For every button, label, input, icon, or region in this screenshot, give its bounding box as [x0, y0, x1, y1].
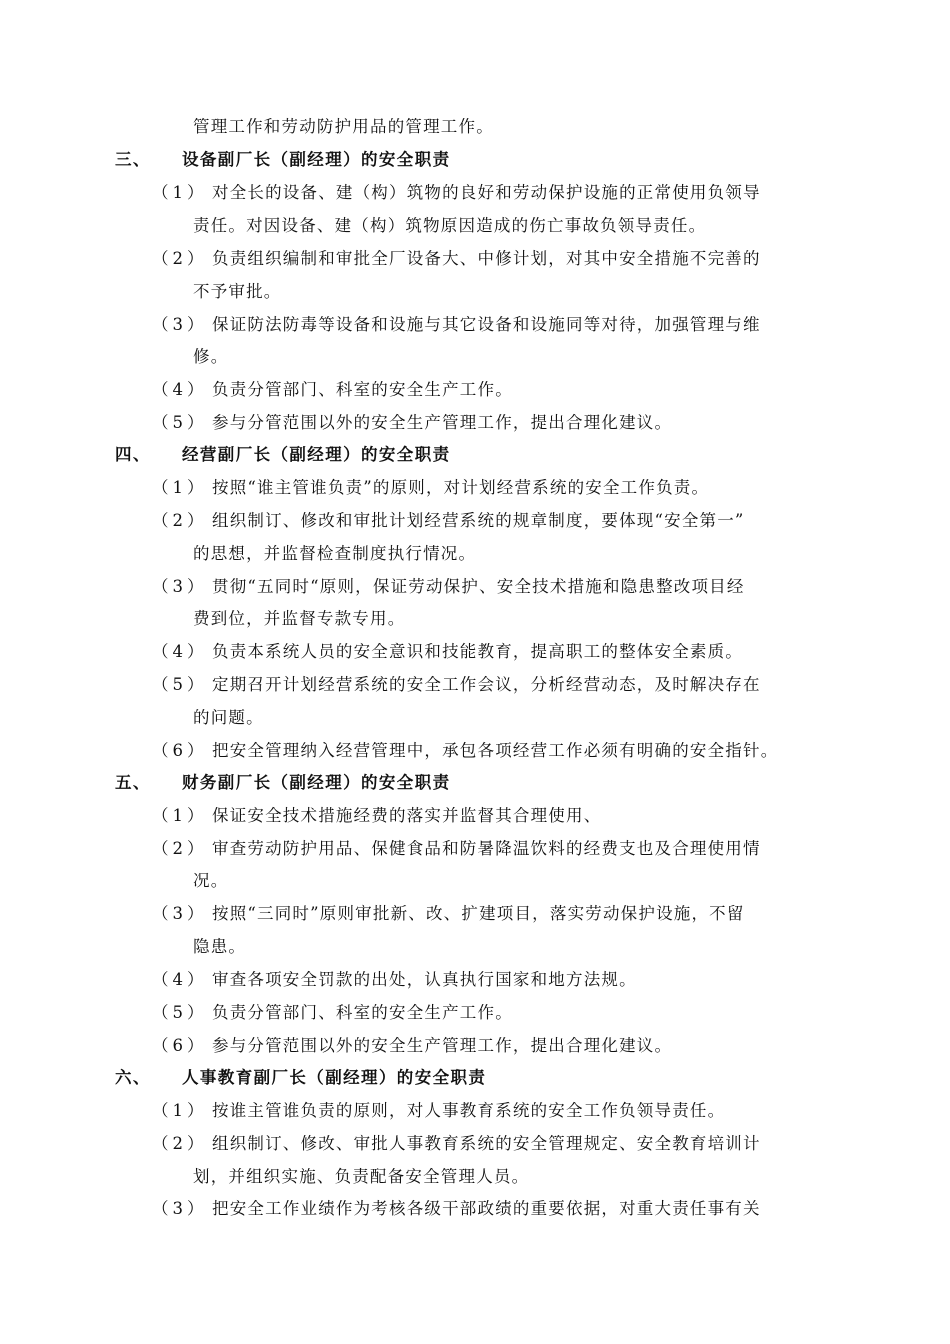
item-text: 负责分管部门、科室的安全生产工作。 — [212, 1003, 513, 1022]
section-title: 财务副厂长（副经理）的安全职责 — [182, 773, 451, 792]
item-continuation: 费到位，并监督专款专用。 — [193, 609, 406, 628]
item-text: 定期召开计划经营系统的安全工作会议，分析经营动态，及时解决存在 — [212, 675, 761, 694]
section-title: 经营副厂长（副经理）的安全职责 — [182, 445, 451, 464]
item-text: 组织制订、修改和审批计划经营系统的规章制度，要体现“安全第一” — [212, 511, 745, 530]
section-number: 三、 — [115, 150, 151, 169]
item-text: 参与分管范围以外的安全生产管理工作，提出合理化建议。 — [212, 413, 673, 432]
item-text: 保证防法防毒等设备和设施与其它设备和设施同等对待，加强管理与维 — [212, 315, 761, 334]
item-text: 把安全工作业绩作为考核各级干部政绩的重要依据，对重大责任事有关 — [212, 1199, 761, 1218]
item-text: 组织制订、修改、审批人事教育系统的安全管理规定、安全教育培训计 — [212, 1134, 761, 1153]
item-number: （4） — [152, 380, 208, 399]
item-text: 审查劳动防护用品、保健食品和防暑降温饮料的经费支也及合理使用情 — [212, 839, 761, 858]
item-number: （5） — [152, 675, 208, 694]
section-number: 五、 — [115, 773, 151, 792]
item-text: 贯彻“五同时“原则，保证劳动保护、安全技术措施和隐患整改项目经 — [212, 577, 745, 596]
item-text: 把安全管理纳入经营管理中，承包各项经营工作必须有明确的安全指针。 — [212, 741, 779, 760]
item-number: （2） — [152, 1134, 208, 1153]
item-continuation: 修。 — [193, 347, 229, 366]
item-number: （6） — [152, 1036, 208, 1055]
section-title: 设备副厂长（副经理）的安全职责 — [182, 150, 451, 169]
item-continuation: 隐患。 — [193, 937, 247, 956]
item-number: （3） — [152, 315, 208, 334]
item-number: （2） — [152, 249, 208, 268]
item-number: （5） — [152, 1003, 208, 1022]
item-number: （2） — [152, 839, 208, 858]
item-continuation: 的思想，并监督检查制度执行情况。 — [193, 544, 477, 563]
item-text: 按谁主管谁负责的原则，对人事教育系统的安全工作负领导责任。 — [212, 1101, 726, 1120]
item-continuation: 划，并组织实施、负责配备安全管理人员。 — [193, 1167, 530, 1186]
item-number: （1） — [152, 1101, 208, 1120]
item-text: 负责分管部门、科室的安全生产工作。 — [212, 380, 513, 399]
item-text: 审查各项安全罚款的出处，认真执行国家和地方法规。 — [212, 970, 637, 989]
item-number: （3） — [152, 577, 208, 596]
item-continuation: 况。 — [193, 871, 229, 890]
section-title: 人事教育副厂长（副经理）的安全职责 — [182, 1068, 487, 1087]
item-number: （1） — [152, 806, 208, 825]
item-text: 按照“谁主管谁负责”的原则，对计划经营系统的安全工作负责。 — [212, 478, 710, 497]
item-number: （1） — [152, 183, 208, 202]
lead-continuation: 管理工作和劳动防护用品的管理工作。 — [193, 117, 494, 136]
item-text: 参与分管范围以外的安全生产管理工作，提出合理化建议。 — [212, 1036, 673, 1055]
item-continuation: 的问题。 — [193, 708, 264, 727]
item-text: 负责本系统人员的安全意识和技能教育，提高职工的整体安全素质。 — [212, 642, 743, 661]
item-text: 按照“三同时”原则审批新、改、扩建项目，落实劳动保护设施，不留 — [212, 904, 745, 923]
item-number: （4） — [152, 970, 208, 989]
item-number: （5） — [152, 413, 208, 432]
item-continuation: 不予审批。 — [193, 282, 282, 301]
item-text: 保证安全技术措施经费的落实并监督其合理使用、 — [212, 806, 602, 825]
item-continuation: 责任。对因设备、建（构）筑物原因造成的伤亡事故负领导责任。 — [193, 216, 707, 235]
item-number: （3） — [152, 904, 208, 923]
item-text: 负责组织编制和审批全厂设备大、中修计划，对其中安全措施不完善的 — [212, 249, 761, 268]
item-text: 对全长的设备、建（构）筑物的良好和劳动保护设施的正常使用负领导 — [212, 183, 761, 202]
item-number: （6） — [152, 741, 208, 760]
item-number: （2） — [152, 511, 208, 530]
section-number: 四、 — [115, 445, 151, 464]
item-number: （4） — [152, 642, 208, 661]
item-number: （1） — [152, 478, 208, 497]
section-number: 六、 — [115, 1068, 151, 1087]
item-number: （3） — [152, 1199, 208, 1218]
